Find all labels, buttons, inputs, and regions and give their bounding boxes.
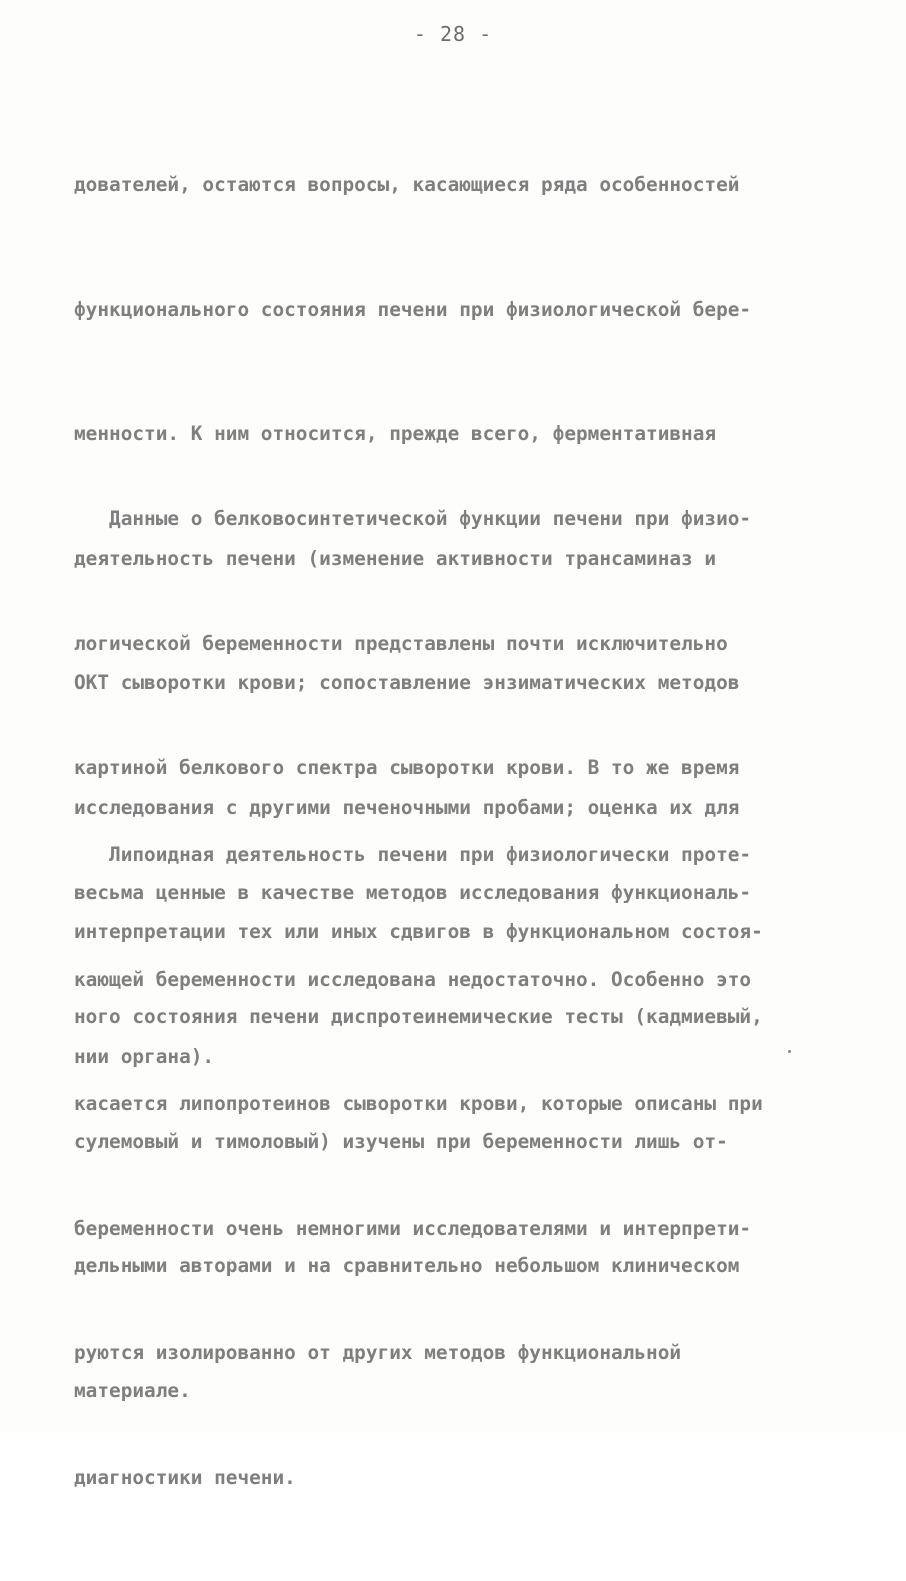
text-line: функционального состояния печени при физиологической бере- xyxy=(74,297,752,321)
text-line: диагностики печени. xyxy=(74,1465,296,1489)
text-line: нии органа). xyxy=(74,1044,215,1068)
text-line: картиной белкового спектра сыворотки крови. В то же время xyxy=(74,756,740,779)
text-line: материале. xyxy=(74,1378,191,1402)
scan-speck xyxy=(788,1050,791,1053)
page-number: - 28 - xyxy=(413,22,493,46)
text-line: касается липопротеинов сыворотки крови, которые описаны при xyxy=(74,1092,763,1115)
text-line: кающей беременности исследована недостаточно. Особенно это xyxy=(74,967,752,991)
text-line: весьма ценные в качестве методов исследования функциональ- xyxy=(74,880,752,904)
text-line: деятельность печени (изменение активности трансаминаз и xyxy=(74,546,717,570)
text-line: интерпретации тех или иных сдвигов в функциональном состоя- xyxy=(74,920,763,943)
text-line: исследования с другими печеночными пробами; оценка их для xyxy=(74,795,740,819)
text-line: Липоидная деятельность печени при физиологически проте- xyxy=(74,843,752,866)
text-line: Данные о белковосинтетической функции печени при физио- xyxy=(74,507,752,530)
paragraph-3 xyxy=(74,751,839,1581)
text-line: ного состояния печени диспротеинемические тесты (кадмиевый, xyxy=(74,1005,763,1028)
text-line: дельными авторами и на сравнительно небольшом клиническом xyxy=(74,1254,740,1277)
text-line: менности. К ним относится, прежде всего, ферментативная xyxy=(74,422,717,445)
text-line: руются изолированно от других методов функциональной xyxy=(74,1341,682,1364)
text-line: ОКТ сыворотки крови; сопоставление энзиматических методов xyxy=(74,671,740,694)
text-line: беременности очень немногими исследователями и интерпрети- xyxy=(74,1216,752,1240)
text-line: логической беременности представлены почти исключительно xyxy=(74,631,728,655)
text-line: дователей, остаются вопросы, касающиеся ряда особенностей xyxy=(74,173,740,196)
text-line: сулемовый и тимоловый) изучены при беременности лишь от- xyxy=(74,1129,728,1153)
